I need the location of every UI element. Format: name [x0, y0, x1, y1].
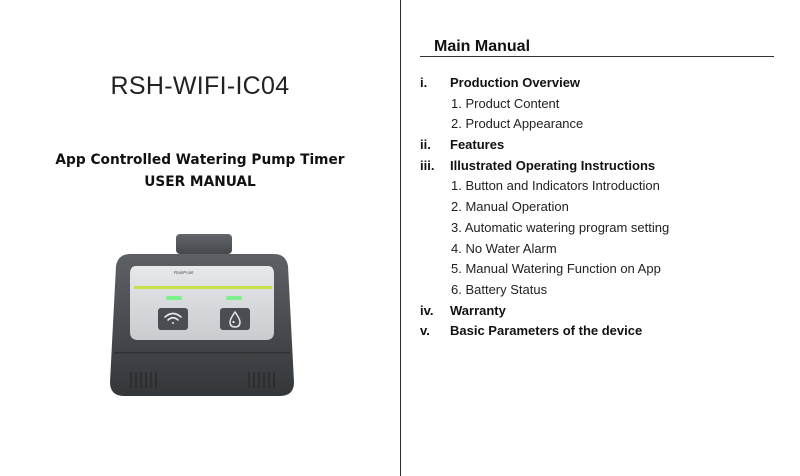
wifi-led: [166, 296, 182, 300]
device-top-tab: [176, 234, 232, 254]
water-button[interactable]: [220, 308, 250, 330]
toc-section-number: v.: [420, 323, 430, 339]
toc-item: 4. No Water Alarm: [451, 240, 557, 256]
device-face-panel: [130, 266, 274, 340]
toc-section-number: iii.: [420, 157, 435, 173]
water-led: [226, 296, 242, 300]
toc-item: 1. Product Content: [451, 95, 560, 111]
page-divider: [400, 0, 401, 476]
cover-title-line1: App Controlled Watering Pump Timer: [55, 152, 345, 168]
toc-section: [420, 135, 669, 156]
toc-item: 1. Button and Indicators Introduction: [451, 178, 660, 194]
toc-section: [420, 301, 669, 322]
toc-item: 2. Manual Operation: [451, 199, 569, 215]
indicator-strip: [134, 286, 272, 289]
toc-item: 3. Automatic watering program setting: [451, 219, 670, 235]
toc-section-number: iv.: [420, 302, 434, 318]
toc-item: 2. Product Appearance: [451, 116, 584, 132]
device-seam: [114, 352, 290, 354]
cover-title: [4, 149, 396, 193]
toc-section-label: Illustrated Operating Instructions: [450, 157, 656, 173]
wifi-button[interactable]: [158, 308, 188, 330]
device-brand-label: RainPoint: [174, 270, 194, 275]
toc-item: 6. Battery Status: [451, 281, 548, 297]
toc-section-number: ii.: [420, 137, 431, 153]
toc-section: [420, 156, 669, 177]
toc-section-number: i.: [420, 75, 428, 90]
toc-section-label: Features: [450, 137, 505, 153]
toc-section-label: Warranty: [450, 302, 506, 318]
manual-title: Main Manual: [434, 38, 531, 55]
pump-timer-device-image: [104, 232, 300, 408]
toc-section-label: Basic Parameters of the device: [450, 323, 643, 339]
title-underline: [420, 56, 774, 57]
toc-section: [420, 73, 669, 94]
toc-section: [420, 321, 669, 342]
cover-title-line2: USER MANUAL: [144, 174, 256, 190]
model-number: RSH-WIFI-IC04: [110, 72, 290, 100]
toc-section-label: Production Overview: [450, 75, 581, 90]
table-of-contents: [420, 73, 669, 342]
toc-item: 5. Manual Watering Function on App: [451, 261, 661, 277]
